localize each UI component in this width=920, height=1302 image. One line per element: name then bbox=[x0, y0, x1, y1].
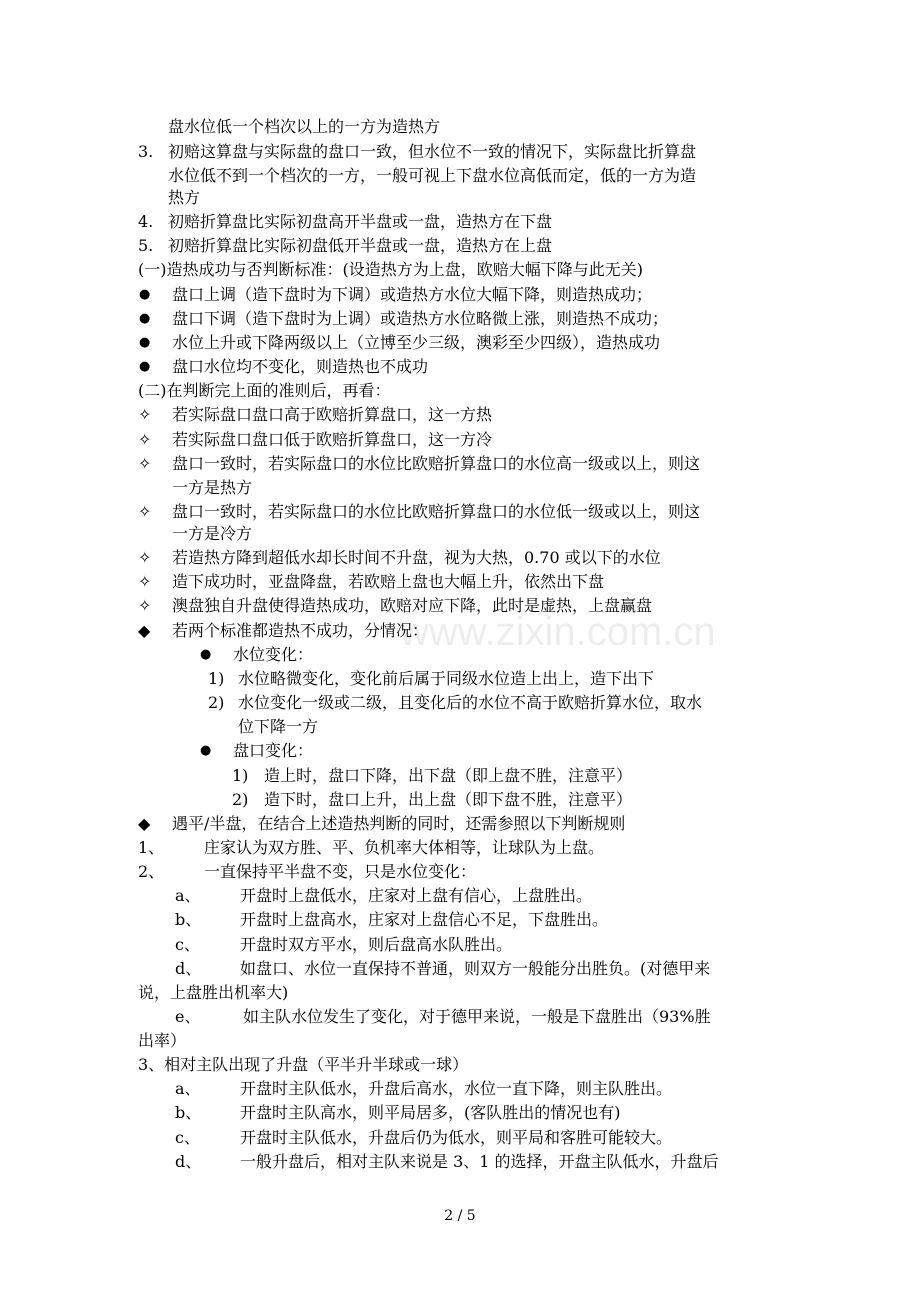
text-line: 水位低不到一个档次的一方，一般可视上下盘水位高低而定，低的一方为造 bbox=[168, 166, 697, 185]
text-line: 水位上升或下降两级以上（立博至少三级，澳彩至少四级），造热成功 bbox=[172, 333, 661, 352]
bullet-diamond-outline: ✧ bbox=[138, 548, 152, 567]
section-heading: (二)在判断完上面的准则后，再看： bbox=[138, 381, 391, 400]
text-line: 若两个标准都造热不成功，分情况： bbox=[172, 621, 429, 640]
list-letter: c、 bbox=[175, 1128, 200, 1147]
text-line: 盘口下调（造下盘时为上调）或造热方水位略微上涨，则造热不成功； bbox=[172, 309, 669, 328]
section-heading: (一)造热成功与否判断标准：(设造热方为上盘，欧赔大幅下降与此无关) bbox=[138, 260, 643, 279]
list-number: 1) bbox=[208, 669, 225, 688]
text-line: 盘口一致时，若实际盘口的水位比欧赔折算盘口的水位低一级或以上，则这 bbox=[172, 502, 701, 521]
text-line: 造下成功时，亚盘降盘，若欧赔上盘也大幅上升，依然出下盘 bbox=[172, 572, 605, 591]
list-letter: b、 bbox=[175, 910, 202, 929]
text-line: 盘水位低一个档次以上的一方为造热方 bbox=[168, 117, 441, 136]
bullet-dot: ● bbox=[139, 359, 151, 374]
text-line: 出率） bbox=[138, 1031, 187, 1050]
text-line: 若实际盘口盘口高于欧赔折算盘口，这一方热 bbox=[172, 405, 493, 424]
text-line: 水位变化： bbox=[233, 645, 314, 664]
text-line: 庄家认为双方胜、平、负机率大体相等，让球队为上盘。 bbox=[204, 838, 605, 857]
section-heading: 3、相对主队出现了升盘（平半升半球或一球） bbox=[138, 1055, 469, 1074]
bullet-diamond-solid: ◆ bbox=[138, 814, 151, 833]
text-line: 盘口一致时，若实际盘口的水位比欧赔折算盘口的水位高一级或以上，则这 bbox=[172, 454, 701, 473]
text-line: 热方 bbox=[168, 188, 201, 207]
text-line: 开盘时主队高水，则平局居多，(客队胜出的情况也有) bbox=[240, 1103, 621, 1122]
text-line: 一般升盘后，相对主队来说是 3、1 的选择，开盘主队低水，升盘后 bbox=[240, 1152, 719, 1171]
bullet-dot: ● bbox=[200, 743, 212, 758]
list-number: 2) bbox=[232, 790, 249, 809]
list-letter: d、 bbox=[175, 1152, 202, 1171]
text-line: 盘口上调（造下盘时为下调）或造热方水位大幅下降，则造热成功； bbox=[172, 285, 653, 304]
text-line: 初赔这算盘与实际盘的盘口一致，但水位不一致的情况下，实际盘比折算盘 bbox=[168, 142, 697, 161]
list-number: 1、 bbox=[138, 838, 165, 857]
list-letter: c、 bbox=[175, 935, 200, 954]
text-line: 如盘口、水位一直保持不普通，则双方一般能分出胜负。(对德甲来 bbox=[240, 959, 711, 978]
text-line: 如主队水位发生了变化，对于德甲来说，一般是下盘胜出（93%胜 bbox=[243, 1007, 711, 1026]
bullet-diamond-solid: ◆ bbox=[138, 621, 151, 640]
text-line: 一直保持平半盘不变，只是水位变化： bbox=[204, 862, 477, 881]
bullet-diamond-outline: ✧ bbox=[138, 502, 152, 521]
list-number: 3. bbox=[138, 142, 154, 161]
bullet-diamond-outline: ✧ bbox=[138, 596, 152, 615]
list-letter: d、 bbox=[175, 959, 202, 978]
bullet-diamond-outline: ✧ bbox=[138, 405, 152, 424]
list-letter: b、 bbox=[175, 1103, 202, 1122]
text-line: 若实际盘口盘口低于欧赔折算盘口，这一方冷 bbox=[172, 430, 493, 449]
text-line: 一方是冷方 bbox=[172, 524, 253, 543]
text-line: 盘口水位均不变化，则造热也不成功 bbox=[172, 357, 429, 376]
text-line: 位下降一方 bbox=[238, 717, 319, 736]
text-line: 说，上盘胜出机率大) bbox=[138, 983, 289, 1002]
bullet-dot: ● bbox=[139, 311, 151, 326]
list-letter: a、 bbox=[175, 886, 201, 905]
text-line: 初赔折算盘比实际初盘低开半盘或一盘，造热方在上盘 bbox=[168, 236, 553, 255]
bullet-diamond-outline: ✧ bbox=[138, 572, 152, 591]
list-number: 1) bbox=[232, 766, 249, 785]
list-letter: e、 bbox=[175, 1007, 201, 1026]
bullet-dot: ● bbox=[139, 287, 151, 302]
text-line: 遇平/半盘，在结合上述造热判断的同时，还需参照以下判断规则 bbox=[172, 814, 626, 833]
bullet-dot: ● bbox=[200, 647, 212, 662]
bullet-diamond-outline: ✧ bbox=[138, 454, 152, 473]
text-line: 开盘时上盘高水，庄家对上盘信心不足，下盘胜出。 bbox=[240, 910, 609, 929]
list-letter: a、 bbox=[175, 1079, 201, 1098]
text-line: 一方是热方 bbox=[172, 478, 253, 497]
text-line: 澳盘独自升盘使得造热成功，欧赔对应下降，此时是虚热，上盘赢盘 bbox=[172, 596, 653, 615]
text-line: 盘口变化： bbox=[233, 741, 314, 760]
page-number: 2 / 5 bbox=[444, 1208, 476, 1224]
text-line: 开盘时主队低水，升盘后仍为低水，则平局和客胜可能较大。 bbox=[240, 1128, 673, 1147]
text-line: 若造热方降到超低水却长时间不升盘，视为大热，0.70 或以下的水位 bbox=[172, 548, 661, 567]
text-line: 造下时，盘口上升，出上盘（即下盘不胜，注意平） bbox=[264, 790, 633, 809]
list-number: 2、 bbox=[138, 862, 165, 881]
text-line: 水位略微变化，变化前后属于同级水位造上出上，造下出下 bbox=[238, 669, 655, 688]
bullet-diamond-outline: ✧ bbox=[138, 430, 152, 449]
text-line: 开盘时上盘低水，庄家对上盘有信心，上盘胜出。 bbox=[240, 886, 593, 905]
list-number: 4. bbox=[138, 212, 154, 231]
text-line: 造上时，盘口下降，出下盘（即上盘不胜，注意平） bbox=[264, 766, 633, 785]
text-line: 开盘时主队低水，升盘后高水，水位一直下降，则主队胜出。 bbox=[240, 1079, 673, 1098]
watermark: www.zixin.com.cn bbox=[400, 610, 716, 654]
text-line: 初赔折算盘比实际初盘高开半盘或一盘，造热方在下盘 bbox=[168, 212, 553, 231]
list-number: 2) bbox=[208, 693, 225, 712]
text-line: 开盘时双方平水，则后盘高水队胜出。 bbox=[240, 935, 513, 954]
list-number: 5. bbox=[138, 236, 154, 255]
text-line: 水位变化一级或二级，且变化后的水位不高于欧赔折算水位，取水 bbox=[238, 693, 703, 712]
bullet-dot: ● bbox=[139, 335, 151, 350]
